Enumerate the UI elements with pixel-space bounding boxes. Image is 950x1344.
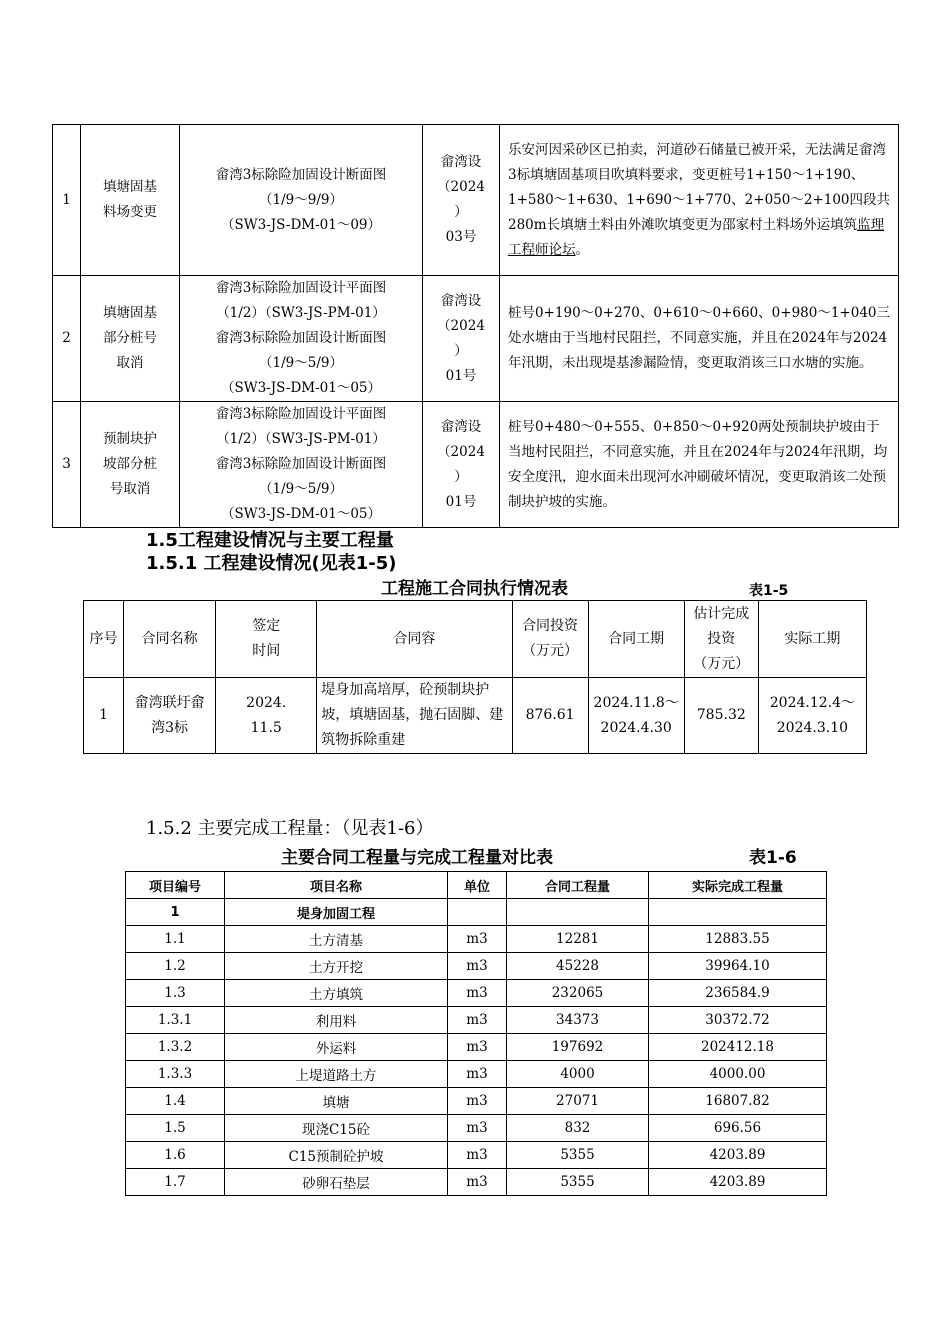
drawing-ref-line: 畲湾3标除险加固设计断面图 [215,330,387,346]
drawing-ref-line: 畲湾3标除险加固设计平面图 [215,406,387,422]
column-header: 序号 [84,601,124,678]
change-item [81,402,180,528]
table-row [126,1088,827,1115]
cell-contract: 197692 [507,1034,649,1061]
table-row [126,980,827,1007]
drawing-ref-line: 畲湾3标除险加固设计断面图 [215,456,387,472]
change-item-line: 坡部分桩 [103,456,157,472]
cell-id: 1.4 [126,1088,225,1115]
column-header-line: （万元） [522,643,579,659]
design-change-table [52,124,899,528]
cell-unit: m3 [448,1061,507,1088]
cell-name: 上堤道路土方 [225,1061,448,1088]
change-item-line: 号取消 [109,481,151,497]
change-description [500,125,899,276]
drawing-ref-line: （1/9～5/9） [259,355,343,371]
drawing-ref-line: 畲湾3标除险加固设计平面图 [215,280,387,296]
actual-period-line: 2024.3.10 [776,719,849,736]
forum-link[interactable]: 监理工程师论坛 [508,216,885,258]
cell-id: 1 [126,899,225,926]
cell-actual: 202412.18 [649,1034,827,1061]
quantity-comparison-table [125,871,827,1196]
cell-actual: 30372.72 [649,1007,827,1034]
cell-contract: 232065 [507,980,649,1007]
table-row [84,678,867,754]
document-no-line: 畲湾设 [440,154,482,170]
change-description [500,276,899,402]
document-no-line: 畲湾设 [440,418,482,435]
change-item [81,276,180,402]
document-no-line: 01号 [445,493,477,510]
drawing-ref-line: （SW3-JS-DM-01～05） [220,506,382,522]
cell-unit: m3 [448,1169,507,1196]
cell-id: 1.5 [126,1115,225,1142]
contract-name-line: 畲湾联圩畲 [134,694,205,711]
table-1-6-caption [281,847,821,869]
contract-period-line: 2024.11.8～ [593,694,679,711]
row-number: 1 [84,678,124,754]
section-heading-1-5-1: 1.5.1 工程建设情况(见表1-5) [146,553,397,574]
table-1-6-number: 表1-6 [749,848,797,868]
column-header [684,601,758,678]
cell-id: 1.3 [126,980,225,1007]
contract-investment: 876.61 [512,678,588,754]
cell-unit: m3 [448,926,507,953]
cell-actual: 39964.10 [649,953,827,980]
cell-id: 1.3.2 [126,1034,225,1061]
column-header-line: 时间 [252,643,281,659]
cell-contract: 45228 [507,953,649,980]
column-header: 项目名称 [225,872,448,899]
change-item-line: 填塘固基 [103,305,157,321]
table-row [126,953,827,980]
drawing-ref-line: （1/9～9/9） [259,191,343,208]
document-no-line: 03号 [445,229,477,245]
contract-name [124,678,216,754]
column-header-line: 估计完成 [693,605,750,622]
document-no-line: 01号 [445,367,477,384]
table-row [126,1061,827,1088]
cell-unit: m3 [448,1034,507,1061]
cell-contract: 832 [507,1115,649,1142]
cell-id: 1.1 [126,926,225,953]
drawing-ref-line: （SW3-JS-DM-01～05） [220,380,382,396]
table-row [53,402,899,528]
cell-contract: 5355 [507,1142,649,1169]
document-no [423,402,500,528]
table-1-6-title: 主要合同工程量与完成工程量对比表 [281,848,553,868]
description-text: 桩号0+480～0+555、0+850～0+920两处预制块护坡由于当地村民阻拦，不同意实施，并且在2024年与2024年汛期，均安全度汛，迎水面未出现河水冲刷破坏情况，变更取消该二处预制块护坡的实施。 [508,418,888,510]
cell-name: 砂卵石垫层 [225,1169,448,1196]
document-no [423,276,500,402]
description-text-end: 。 [575,241,589,258]
cell-name: 填塘 [225,1088,448,1115]
table-row [126,1007,827,1034]
cell-contract: 27071 [507,1088,649,1115]
column-header: 项目编号 [126,872,225,899]
cell-contract: 4000 [507,1061,649,1088]
document-no [423,125,500,276]
document-no-line: ） [454,204,468,220]
change-item-line: 预制块护 [103,431,157,447]
document-no-line: （2024 [437,443,485,460]
cell-contract: 34373 [507,1007,649,1034]
cell-actual: 4000.00 [649,1061,827,1088]
drawing-ref-line: （1/9～5/9） [259,481,343,497]
document-no-line: ） [454,342,468,359]
cell-id: 1.6 [126,1142,225,1169]
table-row [126,1169,827,1196]
description-text: 桩号0+190～0+270、0+610～0+660、0+980～1+040三处水塘由于当地村民阻拦，不同意实施，并且在2024年与2024年汛期，未出现堤基渗漏险情，变更取消该三口水塘的实施。 [508,305,891,371]
cell-unit: m3 [448,1115,507,1142]
table-row [126,899,827,926]
table-row [53,276,899,402]
section-heading-1-5: 1.5工程建设情况与主要工程量 [146,530,394,551]
column-header-line: 投资 [707,630,736,647]
change-item-line: 料场变更 [103,204,157,220]
column-header: 合同容 [317,601,512,678]
table-1-5-number: 表1-5 [749,583,789,599]
column-header: 实际工期 [758,601,866,678]
cell-unit: m3 [448,1142,507,1169]
change-item-line: 取消 [116,355,144,371]
actual-period-line: 2024.12.4～ [769,694,856,711]
drawing-refs [180,125,423,276]
column-header: 合同名称 [124,601,216,678]
table-header-row [84,601,867,678]
drawing-ref-line: 畲湾3标除险加固设计断面图 [215,166,387,183]
cell-unit: m3 [448,953,507,980]
cell-id: 1.3.1 [126,1007,225,1034]
change-item-line: 填塘固基 [103,179,157,195]
column-header: 单位 [448,872,507,899]
cell-id: 1.3.3 [126,1061,225,1088]
cell-actual: 16807.82 [649,1088,827,1115]
row-number: 2 [53,276,81,402]
sign-date-line: 11.5 [250,719,282,736]
column-header: 实际完成工程量 [649,872,827,899]
drawing-ref-line: （SW3-JS-DM-01～09） [220,216,382,233]
row-number: 3 [53,402,81,528]
cell-name: 堤身加固工程 [225,899,448,926]
cell-unit [448,899,507,926]
table-1-5-caption [381,578,801,600]
contract-period-line: 2024.4.30 [600,719,672,736]
cell-name: 利用料 [225,1007,448,1034]
table-row [126,1115,827,1142]
drawing-refs [180,402,423,528]
cell-name: 土方填筑 [225,980,448,1007]
estimated-investment: 785.32 [684,678,758,754]
contract-name-line: 湾3标 [151,719,189,736]
document-no-line: ） [454,468,468,485]
row-number: 1 [53,125,81,276]
cell-actual: 4203.89 [649,1169,827,1196]
table-row [126,926,827,953]
cell-actual: 12883.55 [649,926,827,953]
cell-id: 1.2 [126,953,225,980]
description-text: 乐安河因采砂区已拍卖，河道砂石储量已被开采，无法满足畲湾3标填塘固基项目吹填料要求，变更桩号1+150～1+190、1+580～1+630、1+690～1+770、2+050～2+100四段共280m长填塘土料由外滩吹填变更为邵家村土料场外运填筑 [508,141,891,233]
change-description [500,402,899,528]
drawing-ref-line: （1/2）（SW3-JS-PM-01） [216,431,386,447]
cell-name: 土方清基 [225,926,448,953]
table-row [53,125,899,276]
column-header-line: 签定 [252,618,281,634]
sign-date-line: 2024. [246,694,287,711]
cell-id: 1.7 [126,1169,225,1196]
table-1-5-title: 工程施工合同执行情况表 [381,579,568,599]
cell-actual: 236584.9 [649,980,827,1007]
sign-date [216,678,317,754]
cell-name: 土方开挖 [225,953,448,980]
cell-unit: m3 [448,1007,507,1034]
column-header: 合同工程量 [507,872,649,899]
drawing-ref-line: （1/2）（SW3-JS-PM-01） [216,305,386,321]
cell-contract [507,899,649,926]
table-header-row [126,872,827,899]
cell-actual [649,899,827,926]
drawing-refs [180,276,423,402]
contract-execution-table [83,600,867,754]
document-no-line: 畲湾设 [440,292,482,309]
column-header [512,601,588,678]
cell-name: 外运料 [225,1034,448,1061]
document-no-line: （2024 [437,179,485,195]
document-no-line: （2024 [437,317,485,334]
cell-name: 现浇C15砼 [225,1115,448,1142]
cell-actual: 696.56 [649,1115,827,1142]
contract-content: 堤身加高培厚，砼预制块护坡，填塘固基，抛石固脚、建筑物拆除重建 [317,678,512,754]
change-item [81,125,180,276]
table-row [126,1034,827,1061]
cell-actual: 4203.89 [649,1142,827,1169]
actual-period [758,678,866,754]
column-header [216,601,317,678]
change-item-line: 部分桩号 [103,330,157,346]
contract-period [588,678,684,754]
column-header: 合同工期 [588,601,684,678]
cell-unit: m3 [448,980,507,1007]
column-header-line: 合同投资 [522,618,579,634]
cell-contract: 5355 [507,1169,649,1196]
column-header-line: （万元） [693,655,750,672]
cell-contract: 12281 [507,926,649,953]
cell-name: C15预制砼护坡 [225,1142,448,1169]
section-heading-1-5-2: 1.5.2 主要完成工程量：（见表1-6） [146,818,434,839]
table-row [126,1142,827,1169]
cell-unit: m3 [448,1088,507,1115]
